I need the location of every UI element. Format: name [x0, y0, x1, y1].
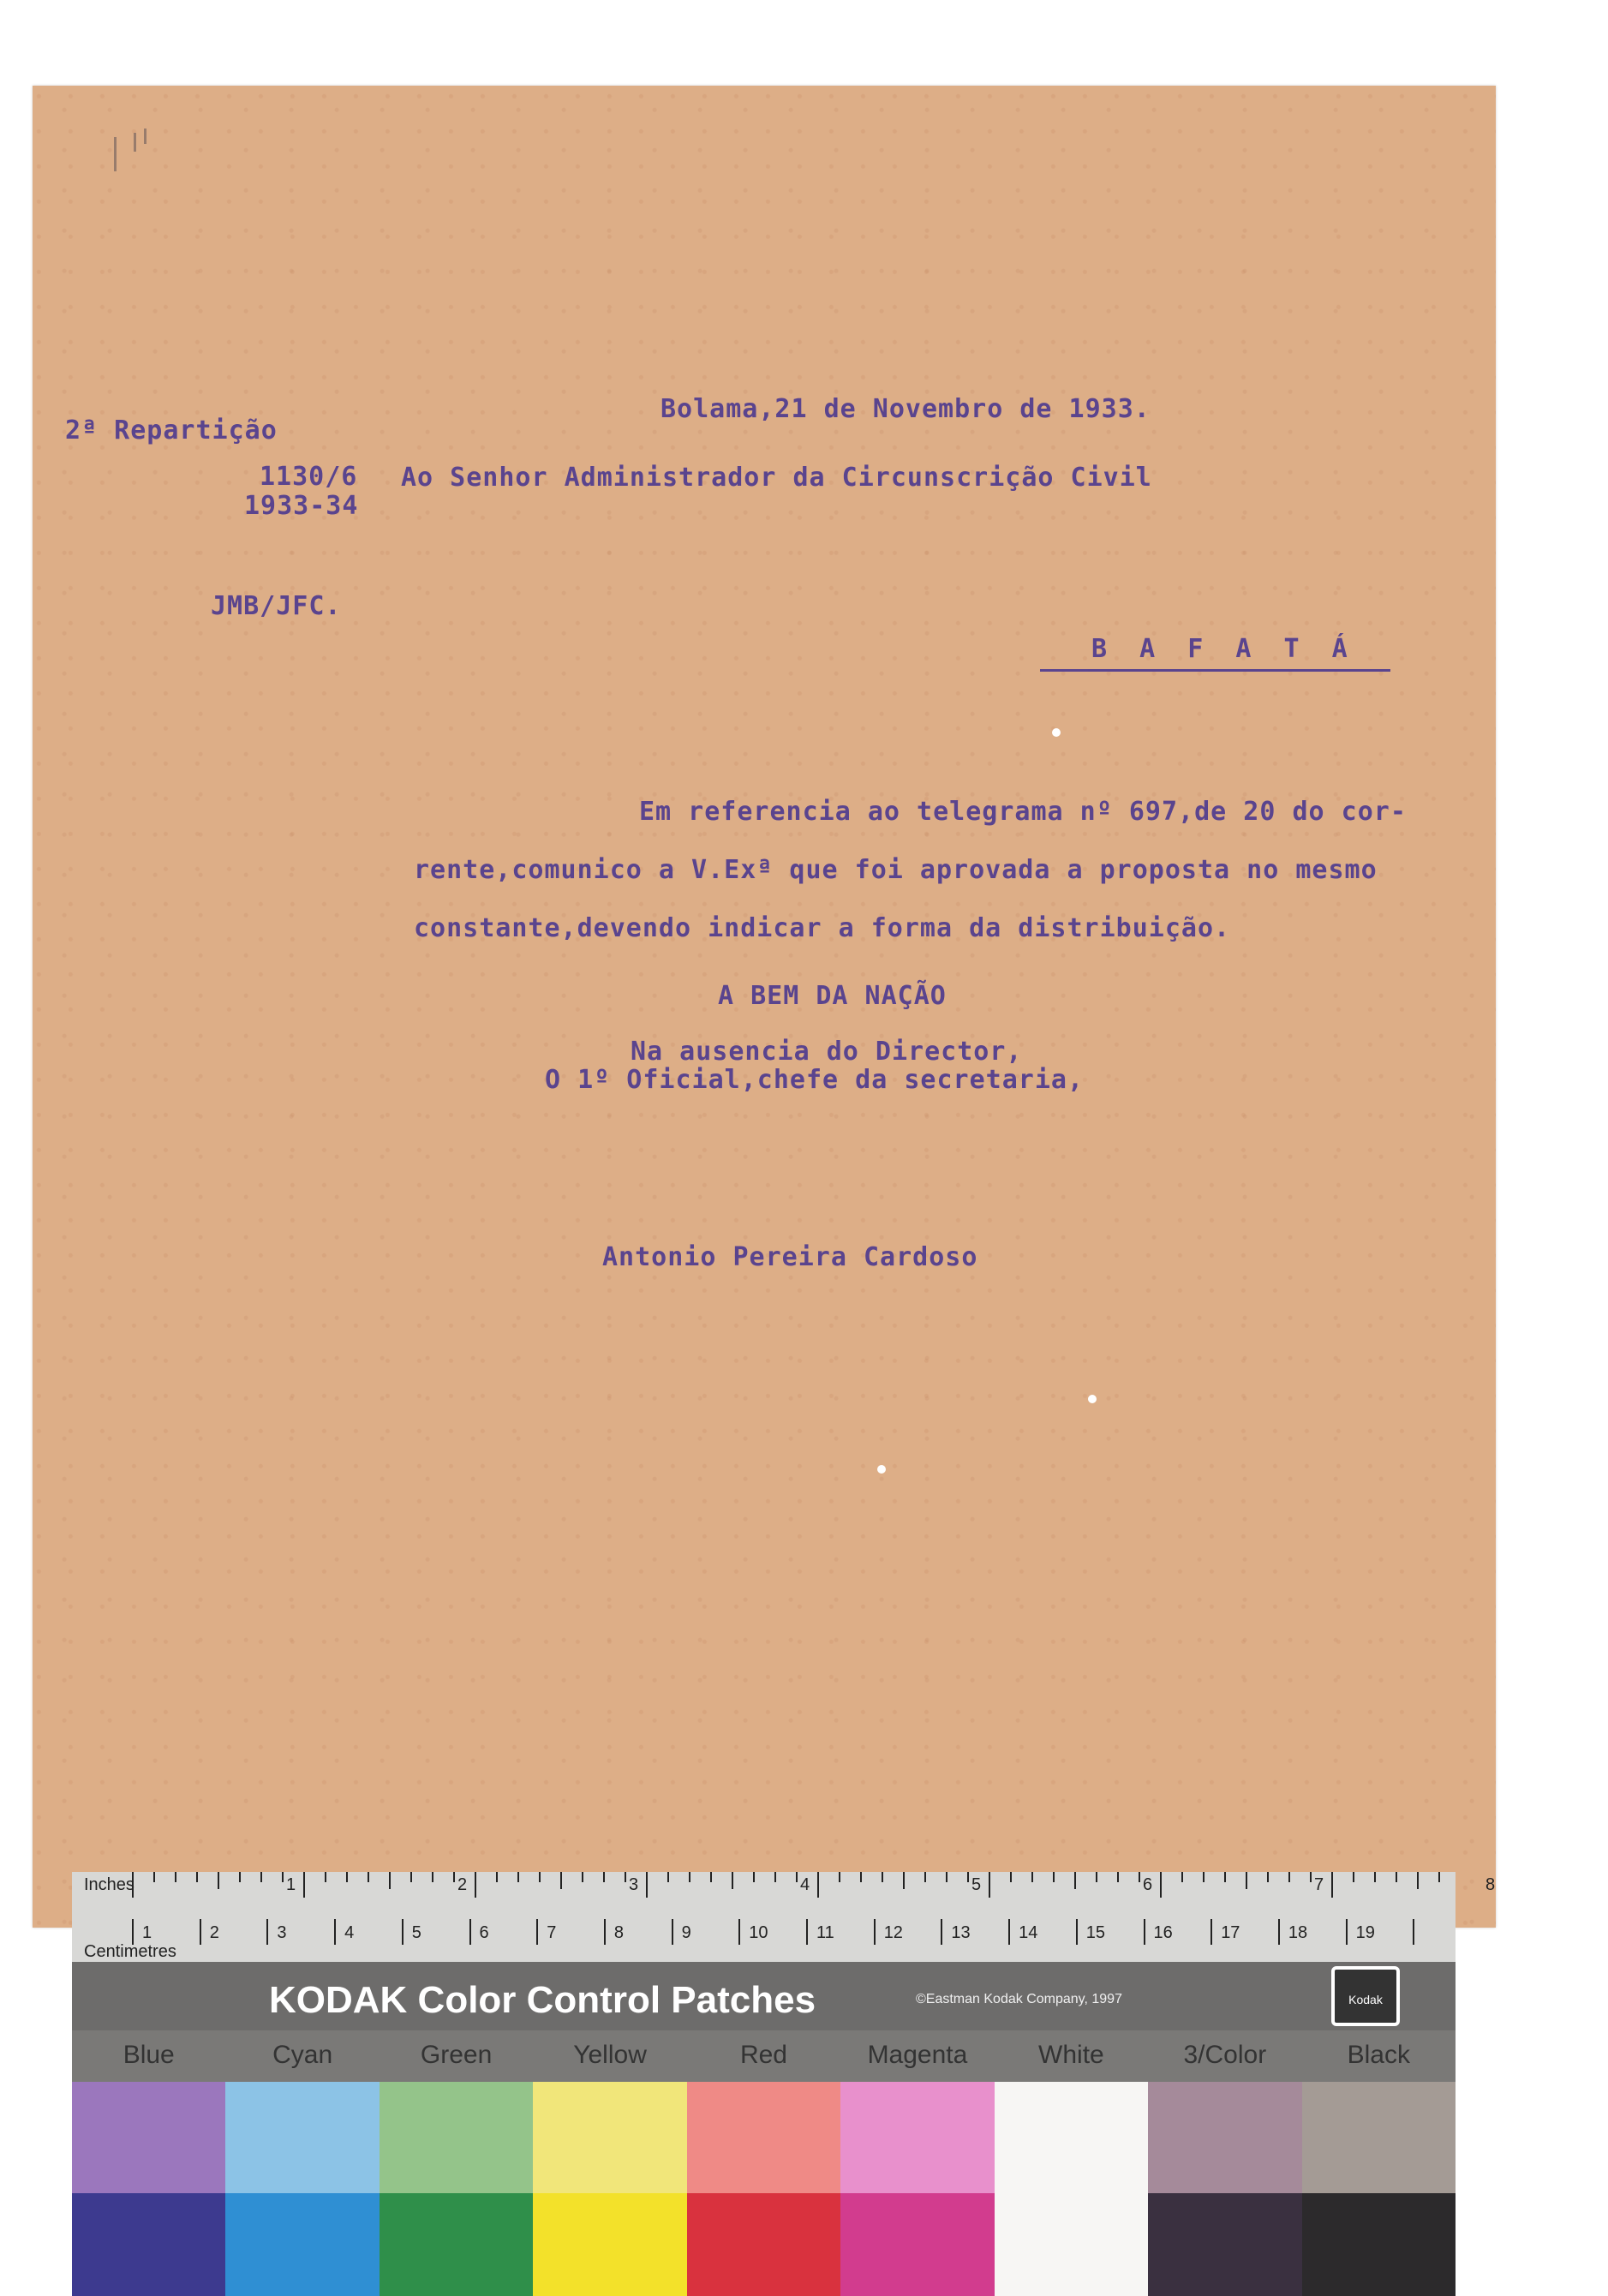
- patch-label: Yellow: [573, 2041, 647, 2069]
- ruler-tick: [710, 1872, 712, 1882]
- ruler-tick: [196, 1872, 198, 1882]
- centimetres-label: Centimetres: [84, 1942, 176, 1961]
- ruler-tick: [1210, 1919, 1212, 1945]
- initials: JMB/JFC.: [211, 591, 342, 621]
- ruler-tick: [1181, 1872, 1183, 1882]
- ruler-tick: [1031, 1872, 1033, 1882]
- cm-number: 6: [479, 1923, 489, 1942]
- ruler-tick: [346, 1872, 348, 1882]
- patch-label: White: [1038, 2041, 1104, 2069]
- ruler-tick: [1288, 1872, 1290, 1882]
- ruler-tick: [1413, 1919, 1414, 1945]
- ruler-tick: [282, 1872, 284, 1882]
- reference-number: [244, 463, 358, 521]
- ruler-tick: [1074, 1872, 1076, 1889]
- ruler-tick: [469, 1919, 471, 1945]
- cm-number: 1: [142, 1923, 152, 1942]
- ruler-tick: [753, 1872, 755, 1882]
- ruler-tick: [796, 1872, 798, 1882]
- color-patch-bottom: [995, 2193, 1148, 2296]
- color-patch-top: [1302, 2082, 1456, 2193]
- ruler-tick: [402, 1919, 403, 1945]
- ruler-tick: [603, 1872, 605, 1882]
- signature-name: Antonio Pereira Cardoso: [602, 1242, 978, 1272]
- punch-hole: [1052, 728, 1061, 737]
- ruler-tick: [1144, 1919, 1145, 1945]
- ruler-tick: [839, 1872, 840, 1882]
- ruler-tick: [1331, 1872, 1333, 1898]
- ruler-tick: [266, 1919, 268, 1945]
- ruler-tick: [1160, 1872, 1162, 1898]
- ruler-tick: [475, 1872, 476, 1898]
- ruler-tick: [1267, 1872, 1269, 1882]
- pencil-mark: [114, 137, 117, 171]
- ruler-tick: [410, 1872, 412, 1882]
- cm-number: 11: [816, 1923, 834, 1942]
- inch-number: 2: [457, 1875, 468, 1894]
- cm-number: 10: [749, 1923, 768, 1942]
- ruler-tick: [260, 1872, 262, 1882]
- ruler-tick: [967, 1872, 969, 1882]
- cm-number: 2: [209, 1923, 219, 1942]
- ruler-tick: [175, 1872, 176, 1882]
- ruler-tick: [1278, 1919, 1280, 1945]
- ruler-tick: [1008, 1919, 1010, 1945]
- cm-number: 15: [1085, 1923, 1106, 1942]
- ruler-tick: [334, 1919, 336, 1945]
- ruler-tick: [1139, 1872, 1140, 1882]
- kodak-color-target: [72, 1872, 1496, 2296]
- ruler-tick: [1010, 1872, 1012, 1882]
- color-patch-top: [995, 2082, 1148, 2193]
- ruler-tick: [1076, 1919, 1078, 1945]
- patch-label: Black: [1347, 2041, 1410, 2069]
- cm-number: 13: [951, 1923, 971, 1942]
- ruler-tick: [1438, 1872, 1440, 1882]
- punch-hole: [877, 1465, 886, 1474]
- color-patch-bottom: [72, 2193, 225, 2296]
- cm-number: 14: [1019, 1923, 1038, 1942]
- ruler-tick: [689, 1872, 690, 1882]
- ruler-tick: [153, 1872, 155, 1882]
- ruler-tick: [941, 1919, 942, 1945]
- ruler-tick: [325, 1872, 326, 1882]
- ruler-tick: [806, 1919, 808, 1945]
- ruler-tick: [1203, 1872, 1205, 1882]
- ruler-tick: [132, 1919, 134, 1945]
- ruler-tick: [1246, 1872, 1247, 1889]
- ruler-tick: [882, 1872, 883, 1882]
- inch-number: 5: [971, 1875, 982, 1894]
- body-line-3: constante,devendo indicar a forma da distribuição.: [414, 913, 1231, 943]
- ruler-tick: [1117, 1872, 1119, 1882]
- ruler-tick: [672, 1919, 673, 1945]
- ruler-tick: [517, 1872, 519, 1882]
- ruler-tick: [1353, 1872, 1354, 1882]
- color-patch-top: [533, 2082, 686, 2193]
- patch-label: Cyan: [272, 2041, 333, 2069]
- inch-number: 6: [1143, 1875, 1153, 1894]
- punch-hole: [1088, 1395, 1097, 1403]
- inches-label: Inches: [84, 1875, 134, 1894]
- ruler-tick: [604, 1919, 606, 1945]
- kodak-logo: Kodak: [1331, 1966, 1400, 2026]
- place-date: Bolama,21 de Novembro de 1933.: [661, 394, 1151, 424]
- cm-number: 18: [1288, 1923, 1308, 1942]
- inch-number: 1: [286, 1875, 296, 1894]
- ref-year: 1933-34: [244, 491, 359, 521]
- ruler-tick: [625, 1872, 626, 1882]
- color-patch-bottom: [380, 2193, 533, 2296]
- ruler-tick: [924, 1872, 926, 1882]
- patch-label-row: [72, 2030, 1456, 2082]
- ruler-tick: [817, 1872, 819, 1898]
- ruler-tick: [539, 1872, 541, 1882]
- ruler-tick: [1224, 1872, 1226, 1882]
- department: 2ª Repartição: [65, 416, 278, 445]
- ruler-tick: [239, 1872, 241, 1882]
- ruler-tick: [303, 1872, 305, 1898]
- patch-label: 3/Color: [1183, 2041, 1267, 2069]
- ruler-tick: [200, 1919, 201, 1945]
- color-patch-bottom: [840, 2193, 994, 2296]
- ruler-tick: [1096, 1872, 1097, 1882]
- ruler-tick: [1417, 1872, 1419, 1889]
- ruler-tick: [903, 1872, 905, 1889]
- destination: B A F A T Á: [1040, 634, 1390, 672]
- ruler-tick: [582, 1872, 583, 1882]
- ruler-tick: [389, 1872, 391, 1889]
- ruler-tick: [1374, 1872, 1376, 1882]
- ruler-tick: [860, 1872, 862, 1882]
- ruler-tick: [1053, 1872, 1055, 1882]
- color-patch-bottom: [533, 2193, 686, 2296]
- ruler-tick: [946, 1872, 947, 1882]
- salutation: A BEM DA NAÇÃO: [718, 981, 947, 1011]
- addressee: Ao Senhor Administrador da Circunscrição Civil: [401, 463, 1152, 493]
- patch-label: Green: [420, 2041, 493, 2069]
- inch-number: 7: [1314, 1875, 1324, 1894]
- ruler-tick: [560, 1872, 562, 1889]
- color-patch-top: [687, 2082, 840, 2193]
- signatory-line-1: Na ausencia do Director,: [631, 1037, 1023, 1067]
- ruler-tick: [218, 1872, 219, 1889]
- cm-number: 3: [277, 1923, 287, 1942]
- inch-number: 3: [629, 1875, 639, 1894]
- ruler-tick: [453, 1872, 455, 1882]
- kodak-title: KODAK Color Control Patches: [269, 1979, 816, 2021]
- ruler: [72, 1872, 1496, 1962]
- color-patch-top: [1148, 2082, 1301, 2193]
- cm-number: 9: [681, 1923, 691, 1942]
- kodak-copyright: ©Eastman Kodak Company, 1997: [916, 1992, 1122, 2006]
- inch-number: 8: [1485, 1875, 1496, 1894]
- ruler-tick: [738, 1919, 740, 1945]
- color-patch-bottom: [1302, 2193, 1456, 2296]
- ruler-tick: [1310, 1872, 1312, 1882]
- cm-number: 12: [883, 1923, 903, 1942]
- cm-number: 19: [1355, 1923, 1375, 1942]
- cm-number: 7: [547, 1923, 557, 1942]
- signatory-line-2: O 1º Oficial,chefe da secretaria,: [545, 1065, 1085, 1095]
- patch-label: Blue: [123, 2041, 175, 2069]
- ruler-tick: [774, 1872, 776, 1882]
- patch-label: Magenta: [867, 2041, 968, 2069]
- cm-number: 4: [344, 1923, 355, 1942]
- color-patch-top: [225, 2082, 379, 2193]
- pencil-mark: [134, 133, 136, 152]
- cm-number: 16: [1153, 1923, 1173, 1942]
- color-patch-top: [840, 2082, 994, 2193]
- patch-label: Red: [739, 2041, 787, 2069]
- cm-number: 5: [411, 1923, 421, 1942]
- ref-number: 1130/6: [260, 462, 358, 492]
- body-line-2: rente,comunico a V.Exª que foi aprovada a proposta no mesmo: [414, 855, 1378, 885]
- ruler-tick: [432, 1872, 433, 1882]
- ruler-tick: [368, 1872, 369, 1882]
- ruler-tick: [536, 1919, 538, 1945]
- color-patch-bottom: [225, 2193, 379, 2296]
- ruler-tick: [646, 1872, 648, 1898]
- cm-number: 17: [1221, 1923, 1240, 1942]
- ruler-tick: [1396, 1872, 1397, 1882]
- body-line-1: Em referencia ao telegrama nº 697,de 20 do cor-: [639, 797, 1407, 827]
- ruler-tick: [732, 1872, 733, 1889]
- ruler-tick: [874, 1919, 876, 1945]
- ruler-tick: [1346, 1919, 1348, 1945]
- color-patch-bottom: [1148, 2193, 1301, 2296]
- ruler-tick: [667, 1872, 669, 1882]
- cm-number: 8: [613, 1923, 625, 1942]
- color-patch-top: [380, 2082, 533, 2193]
- color-patch-top: [72, 2082, 225, 2193]
- color-patch-bottom: [687, 2193, 840, 2296]
- ruler-tick: [496, 1872, 498, 1882]
- pencil-mark: [144, 129, 146, 144]
- ruler-tick: [989, 1872, 990, 1898]
- inch-number: 4: [800, 1875, 810, 1894]
- document-paper: [33, 86, 1496, 1928]
